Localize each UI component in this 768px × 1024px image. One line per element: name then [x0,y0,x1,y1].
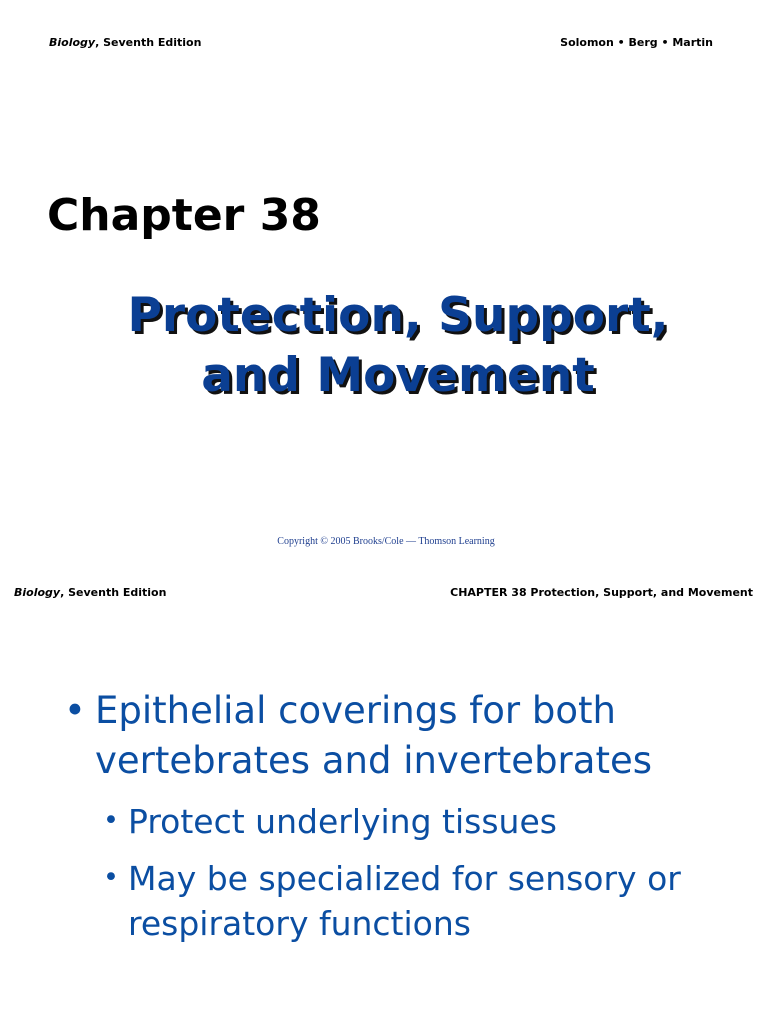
book-title-italic: Biology [14,586,61,599]
bullet-icon: • [103,862,119,893]
copyright-notice: Copyright © 2005 Brooks/Cole — Thomson Learning [277,536,495,547]
bullet-text: Epithelial coverings for both vertebrates and invertebrates [95,689,652,782]
authors-header: Solomon • Berg • Martin [560,36,713,49]
book-edition: , Seventh Edition [95,36,202,49]
chapter-title [0,286,768,406]
bullet-icon: • [103,805,119,836]
bullet-list [0,576,768,1024]
sub-bullet-item [103,799,733,844]
slide-content [0,576,768,1024]
sub-bullet-text: Protect underlying tissues [128,802,557,841]
chapter-title-line-1: Protection, Support, [127,288,669,343]
chapter-header: CHAPTER 38 Protection, Support, and Movement [450,586,753,599]
bullet-item [64,686,724,786]
sub-bullet-item [103,856,733,946]
book-title-header [49,36,201,49]
book-title-italic: Biology [49,36,96,49]
chapter-number: Chapter 38 [47,190,321,241]
sub-bullet-text: May be specialized for sensory or respiratory functions [128,859,681,943]
bullet-icon: • [64,689,86,732]
book-edition: , Seventh Edition [60,586,167,599]
chapter-title-line-2: and Movement [201,348,595,403]
